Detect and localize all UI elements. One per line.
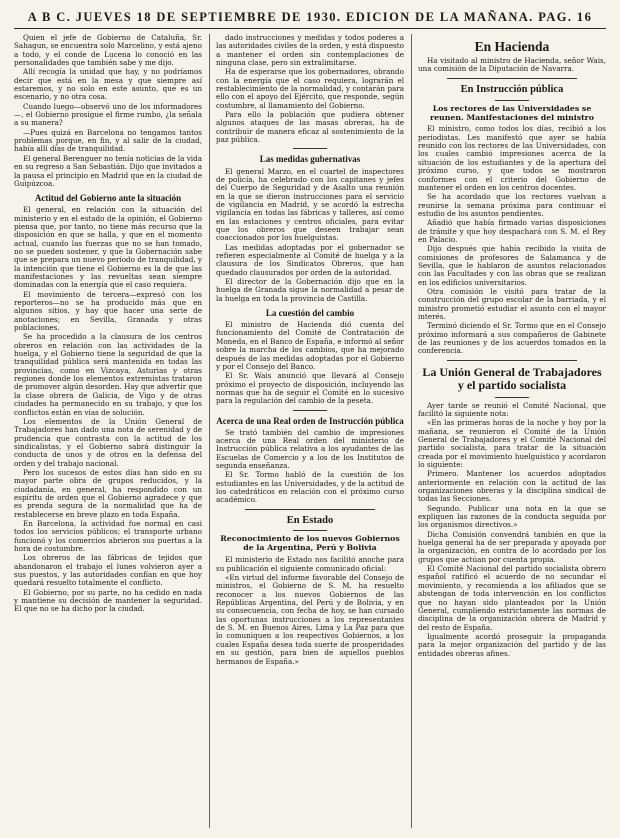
paragraph: El director de la Gobernación dijo que en la huelga de Granada sigue la normalidad a pesar de la huelga en toda la provincia de Castilla. (216, 277, 404, 303)
paragraph: Quien el jefe de Gobierno de Cataluña, Sr. Sahagun, se encuentra solo Marcelino, y está ajeno a todo, y el conde de Lucena lo conoció en las personalidades que también sabe y me dijo. (14, 34, 202, 68)
masthead-text: A B C. JUEVES 18 DE SEPTIEMBRE DE 1930. EDICION DE LA MAÑANA. PAG. 16 (27, 9, 593, 24)
headline-cuestion-cambio: La cuestión del cambio (265, 308, 355, 319)
paragraph: Igualmente acordó proseguir la propaganda para la mejor organización del partido y de las entidades obreras afines. (418, 631, 606, 658)
paragraph: El Comité Nacional del partido socialista obrero español ratificó el acuerdo de no secundar el movimiento, y recomienda a los afiliados que se abstengan de toda intervención en los conflictos que no hayan sido planteados por la Unión General, cumpliendo estrictamente las normas de disciplina de la organización obrera de Madrid y del resto de España. (418, 564, 606, 632)
subheadline-rectores: Los rectores de las Universidades se reunen. Manifestaciones del ministro (429, 103, 594, 122)
paragraph: El ministerio de Estado nos facilitó anoche para su publicación el siguiente comunicado oficial: (216, 555, 404, 573)
section-separator (245, 509, 375, 510)
paragraph: Los obreros de las fábricas de tejidos que abandonaron el trabajo el lunes volvieron ayer a sus puestos, y las autoridades confían en que hoy quedará resuelto totalmente el conflicto. (14, 553, 202, 588)
paragraph: «En virtud del informe favorable del Consejo de ministros, el Gobierno de S. M. ha resuelto reconocer a los nuevos Gobiernos de las Repúblicas Argentina, del Perú y de Bolivia, y en su consecuencia, con fecha de hoy, se han cursado las oportunas instrucciones a los representantes de S. M. en Buenos Aires, Lima y La Paz para que lo comuniquen a los respectivos Gobiernos, a los cuales España desea toda suerte de prosperidades en su gestión, para bien de aquellos pueblos hermanos de España.» (216, 573, 404, 666)
paragraph: Para ello la población que pudiera obtener algunos ataques de las masas obreras, ha de contribuir de manera eficaz al sostenimiento de la paz pública. (216, 110, 404, 145)
column-rule-1 (209, 34, 210, 828)
section-separator (447, 78, 577, 79)
paragraph: Terminó diciendo el Sr. Tormo que en el Consejo próximo informará a sus compañeros de Gabinete de las reuniones y de los acuerdos tomados en la conferencia. (418, 321, 606, 356)
paragraph: Pero los sucesos de estos días han sido en su mayor parte obra de grupos reducidos, y la ciudadanía, en general, ha respondido con un espíritu de orden que el Gobierno agradece y que es prenda segura de la normalidad que ha de restablecerse en breve plazo en toda España. (14, 467, 202, 519)
section-separator (293, 410, 327, 411)
paragraph: El general, en relación con la situación del ministerio y en el estado de la opinión, el Gobierno piensa que, por tanto, no tiene más recurso que la disposición en que se halla, y que en el momento actual, cuando las fuerzas que no se han tomado, no se pueden sostener, y que la Gobernación sabe que se prepara un nuevo período de tranquilidad, y la intención que tiene el Gobierno es la de que las manifestaciones y las revueltas sean siempre dominadas con la energía que el caso requiera. (14, 205, 202, 290)
paragraph: Ayer tarde se reunió el Comité Nacional, que facilitó la siguiente nota: (418, 400, 606, 418)
section-separator (293, 148, 327, 149)
headline-en-estado: En Estado (286, 514, 334, 526)
paragraph: Ha visitado al ministro de Hacienda, señor Wais, una comisión de la Diputación de Navarra. (418, 56, 606, 74)
headline-en-hacienda: En Hacienda (474, 39, 550, 54)
paragraph: Las medidas adoptadas por el gobernador se refieren especialmente al Comité de huelga y a la clausura de los Sindicatos Obreros, que han quedado clausurados por orden de la autoridad. (216, 242, 404, 277)
paragraph: Ha de esperarse que los gobernadores, obrando con la energía que el caso requiera, lograrán el restablecimiento de la normalidad, y contarán para ello con el apoyo del Ejército, que responde, según costumbre, al llamamiento del Gobierno. (216, 67, 404, 110)
paragraph: «En las primeras horas de la noche y hoy por la mañana, se reunieron el Comité de la Unión General de Trabajadores y el Comité Nacional del partido socialista, para tratar de la situación creada por el movimiento huelguístico y acordaron lo siguiente: (418, 418, 606, 470)
paragraph: En Barcelona, la actividad fue normal en casi todos los servicios públicos; el transporte urbano funcionó y los comercios abrieron sus puertas a la hora de costumbre. (14, 518, 202, 554)
paragraph: El general Marzo, en el cuartel de inspectores de policía, ha celebrado con los capitanes y jefes del Cuerpo de Seguridad y de Asalto una reunión en la que se dieron instrucciones para el servicio de vigilancia en Madrid, y se acordó la estrecha vigilancia en todas las fábricas y talleres, así como en las estaciones y centros oficiales, para evitar que los obreros que deseen trabajar sean coaccionados por los huelguistas. (216, 166, 404, 243)
paragraph: dado instrucciones y medidas y todos poderes a las autoridades civiles de la orden, y está dispuesto a mantener el orden sin contemplaciones de ninguna clase, pero sin extralimitarse. (216, 34, 404, 68)
paragraph: Dijo después que había recibido la visita de comisiones de profesores de Salamanca y de Sevilla, que le hablaron de asuntos relacionados con las Facultades y con las obras que se realizan en los edificios universitarios. (418, 244, 606, 287)
headline-union-general: La Unión General de Trabajadores y el partido socialista (422, 364, 602, 393)
paragraph: El Sr. Wais anunció que llevará al Consejo próximo el proyecto de disposición, incluyendo las normas que ha de seguir el Comité en lo sucesivo para la regulación del cambio de la peseta. (216, 371, 404, 406)
section-separator (495, 100, 529, 101)
headline-actitud-gobierno: Actitud del Gobierno ante la situación (34, 193, 182, 204)
paragraph: El Sr. Tormo habló de la cuestión de los estudiantes en las Universidades, y de la actitud de los catedráticos en relación con el próximo curso académico. (216, 470, 404, 505)
paragraph: El ministro de Hacienda dió cuenta del funcionamiento del Comité de Contratación de Moneda, en el Banco de España, e informó al señor sobre la marcha de los cambios, que ha mejorado después de las medidas adoptadas por el Gobierno y por el Consejo del Banco. (216, 320, 404, 371)
paragraph: —Pues quizá en Barcelona no tengamos tantos problemas porque, en fin, y al salir de la ciudad, había allí días de tranquilidad. (14, 127, 202, 154)
column-rule-2 (411, 34, 412, 828)
paragraph: El ministro, como todos los días, recibió a los periodistas. Les manifestó que ayer se había reunido con los rectores de las Universidades, con los cuales cambió impresiones acerca de la situación de los estudiantes y de la apertura del próximo curso, y que todos se mostraron conformes con el criterio del Gobierno de mantener el orden en los centros docentes. (418, 124, 606, 192)
masthead (14, 6, 606, 29)
paragraph: Añadió que había firmado varias disposiciones de trámite y que hoy despachará con S. M. el Rey en Palacio. (418, 218, 606, 244)
paragraph: Otra comisión le visitó para tratar de la construcción del grupo escolar de la barriada, y el ministro prometió estudiar el asunto con el mayor interés. (418, 286, 606, 322)
subheadline-reconocimiento: Reconocimiento de los nuevos Gobiernos de la Argentina, Perú y Bolivia (220, 534, 400, 553)
section-separator (495, 397, 529, 398)
paragraph: Se ha acordado que los rectores vuelvan a reunirse la semana próxima para continuar el estudio de los asuntos pendientes. (418, 192, 606, 218)
paragraph: Dicha Comisión convendrá también en que la huelga general ha de ser preparada y apoyada por la organización, en contra de lo acordado por los grupos que actúan por cuenta propia. (418, 529, 606, 564)
paragraph: Cuando luego—observó uno de los informadores—, el Gobierno prosigue el firme rumbo, ¿la señala a su manera? (14, 101, 202, 128)
paragraph: Se ha procedido a la clausura de los centros obreros en relación con las actividades de la huelga, y el Gobierno tiene la seguridad de que la tranquilidad pública será mantenida en todas las provincias, como en Vizcaya, Asturias y otras regiones donde los elementos extremistas trataron de promover algún desorden. Hay que advertir que la clase obrera de Galicia, de Vigo y de otras ciudades ha permanecido en su trabajo, y que los conflictos están en vías de solución. (14, 332, 202, 417)
paragraph: Se trató también del cambio de impresiones acerca de una Real orden del ministerio de Instrucción pública relativa a los ayudantes de las Escuelas de Comercio y a los de los Institutos de segunda enseñanza. (216, 427, 404, 471)
paragraph: Primero. Mantener los acuerdos adoptados anteriormente en relación con la actitud de las organizaciones obreras y la disciplina sindical de todas las Secciones. (418, 469, 606, 504)
paragraph: El movimiento de tercera—expresó con los reporteros—no se ha producido más que en algunos sitios, y hay que hacer una serie de anotaciones; en Sevilla, Granada y otras poblaciones. (14, 289, 202, 333)
column-2 (216, 34, 404, 830)
paragraph: Allí recogía la unidad que hay, y no podríamos decir que está en la mesa y que siempre así estaremos, y no solo en este asunto, que es un escenario, y no otra cosa. (14, 67, 202, 102)
section-separator (447, 360, 577, 361)
headline-real-orden: Acerca de una Real orden de Instrucción pública (216, 415, 404, 426)
paragraph: Segundo. Publicar una nota en la que se expliquen las razones de la conducta seguida por los organismos directivos.» (418, 503, 606, 530)
column-3 (418, 34, 606, 830)
paragraph: El Gobierno, por su parte, no ha cedido en nada y mantiene su decisión de mantener la seguridad. El que no se ha dicho por la ciudad. (14, 587, 202, 614)
paragraph: El general Berenguer no tenía noticias de la vida en su regreso a San Sebastián. Dijo que invitados a la pausa el principio en Madrid que en la ciudad de Guipúzcoa. (14, 153, 202, 188)
paragraph: Los elementos de la Unión General de Trabajadores han dado una nota de serenidad y de prudencia que contrasta con la actitud de los sindicalistas, y el Gobierno sabrá distinguir la conducta de unos y de otros en la defensa del orden y del trabajo nacional. (14, 416, 202, 468)
headline-instruccion-publica: En Instrucción pública (460, 83, 564, 95)
section-separator (293, 530, 327, 531)
column-1 (14, 34, 202, 830)
headline-medidas-gubernativas: Las medidas gubernativas (259, 154, 361, 165)
